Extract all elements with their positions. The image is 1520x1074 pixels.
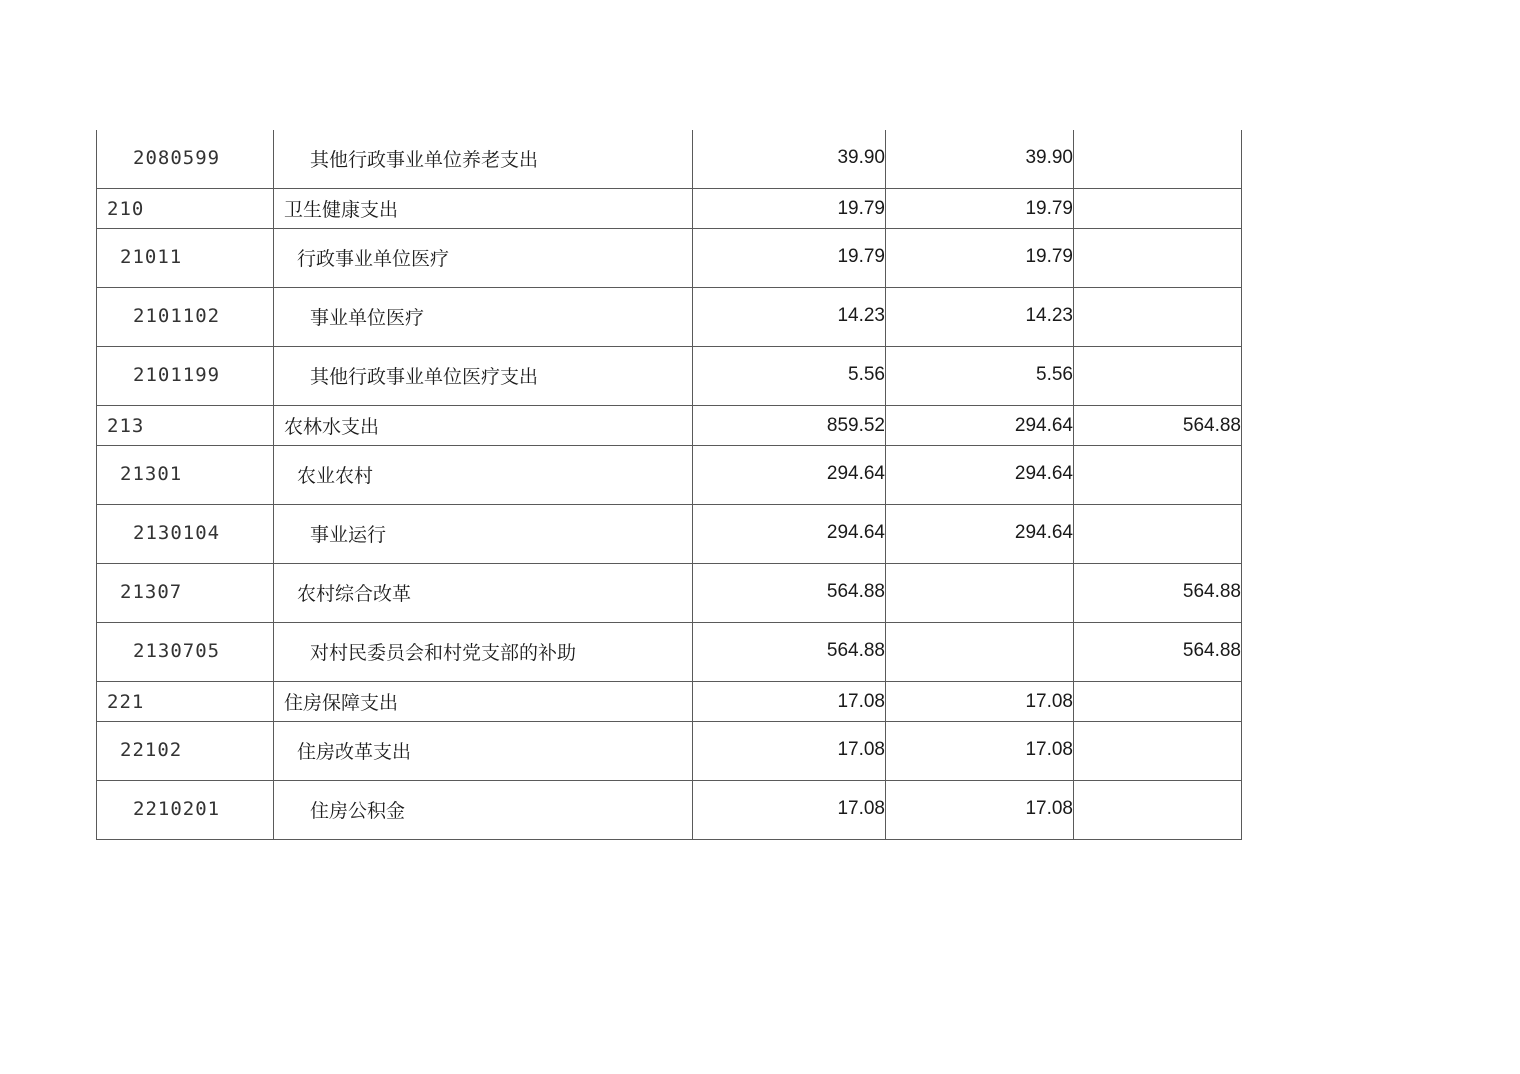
table-row	[97, 130, 1242, 189]
cell-project	[1074, 347, 1242, 406]
cell-total: 14.23	[693, 288, 886, 347]
cell-project	[1074, 446, 1242, 505]
cell-code: 21011	[97, 229, 274, 288]
cell-project	[1074, 130, 1242, 189]
cell-basic	[886, 623, 1074, 682]
cell-basic	[886, 564, 1074, 623]
cell-project	[1074, 288, 1242, 347]
table-row	[97, 229, 1242, 288]
cell-project: 564.88	[1074, 623, 1242, 682]
cell-name: 事业单位医疗	[274, 288, 693, 347]
table-row	[97, 505, 1242, 564]
cell-name: 卫生健康支出	[274, 189, 693, 229]
table-body	[97, 130, 1242, 840]
cell-name: 事业运行	[274, 505, 693, 564]
table-row	[97, 189, 1242, 229]
cell-name: 住房保障支出	[274, 682, 693, 722]
table-row	[97, 406, 1242, 446]
cell-total: 19.79	[693, 229, 886, 288]
cell-name: 其他行政事业单位医疗支出	[274, 347, 693, 406]
cell-name: 对村民委员会和村党支部的补助	[274, 623, 693, 682]
cell-basic: 17.08	[886, 781, 1074, 840]
cell-project: 564.88	[1074, 564, 1242, 623]
cell-basic: 19.79	[886, 189, 1074, 229]
cell-name: 住房公积金	[274, 781, 693, 840]
cell-basic: 294.64	[886, 446, 1074, 505]
expenditure-table	[96, 130, 1242, 840]
cell-total: 859.52	[693, 406, 886, 446]
cell-project	[1074, 781, 1242, 840]
cell-total: 564.88	[693, 564, 886, 623]
cell-code: 2210201	[97, 781, 274, 840]
cell-project	[1074, 682, 1242, 722]
table-row	[97, 623, 1242, 682]
cell-total: 5.56	[693, 347, 886, 406]
cell-name: 其他行政事业单位养老支出	[274, 130, 693, 189]
cell-basic: 17.08	[886, 722, 1074, 781]
cell-total: 17.08	[693, 781, 886, 840]
cell-code: 21301	[97, 446, 274, 505]
cell-project	[1074, 505, 1242, 564]
table-row	[97, 564, 1242, 623]
cell-project	[1074, 229, 1242, 288]
table-row	[97, 347, 1242, 406]
cell-project	[1074, 189, 1242, 229]
cell-code: 2130104	[97, 505, 274, 564]
cell-name: 农业农村	[274, 446, 693, 505]
cell-name: 行政事业单位医疗	[274, 229, 693, 288]
cell-basic: 294.64	[886, 505, 1074, 564]
table-row	[97, 446, 1242, 505]
table-row	[97, 781, 1242, 840]
cell-code: 213	[97, 406, 274, 446]
cell-project: 564.88	[1074, 406, 1242, 446]
cell-basic: 14.23	[886, 288, 1074, 347]
cell-project	[1074, 722, 1242, 781]
cell-basic: 294.64	[886, 406, 1074, 446]
cell-name: 农村综合改革	[274, 564, 693, 623]
cell-code: 210	[97, 189, 274, 229]
cell-code: 2101199	[97, 347, 274, 406]
cell-total: 294.64	[693, 505, 886, 564]
cell-name: 农林水支出	[274, 406, 693, 446]
cell-basic: 17.08	[886, 682, 1074, 722]
cell-code: 21307	[97, 564, 274, 623]
cell-total: 19.79	[693, 189, 886, 229]
cell-total: 17.08	[693, 682, 886, 722]
cell-code: 2101102	[97, 288, 274, 347]
cell-total: 39.90	[693, 130, 886, 189]
cell-code: 221	[97, 682, 274, 722]
cell-total: 564.88	[693, 623, 886, 682]
cell-basic: 39.90	[886, 130, 1074, 189]
cell-basic: 19.79	[886, 229, 1074, 288]
cell-basic: 5.56	[886, 347, 1074, 406]
cell-code: 2130705	[97, 623, 274, 682]
cell-name: 住房改革支出	[274, 722, 693, 781]
cell-code: 22102	[97, 722, 274, 781]
cell-total: 17.08	[693, 722, 886, 781]
table-row	[97, 722, 1242, 781]
cell-code: 2080599	[97, 130, 274, 189]
table-row	[97, 288, 1242, 347]
table-row	[97, 682, 1242, 722]
cell-total: 294.64	[693, 446, 886, 505]
